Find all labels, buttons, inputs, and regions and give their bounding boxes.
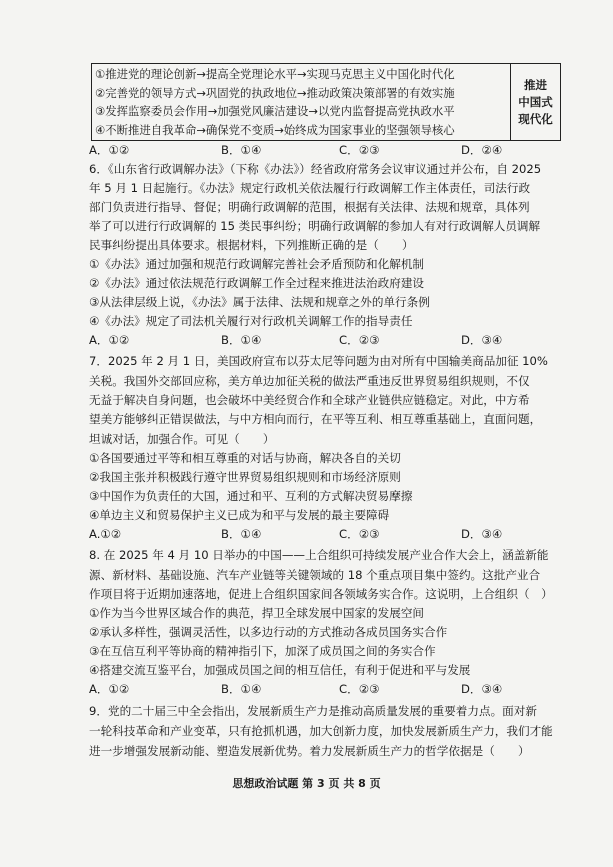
q6-line: 6．《山东省行政调解办法》（下称《办法》）经省政府常务会议审议通过并公布，自 2025 [89,162,542,176]
q8-line: 8. 在 2025 年 4 月 10 日举办的中国——上合组织可持续发展产业合作大会上，涵盖新能 [89,548,549,562]
chain-row-2: ②完善党的领导方式→巩固党的执政地位→推动政策决策部署的有效实施 [95,85,455,100]
q5-option-d: D．②④ [461,143,503,157]
q8-choice-4: ④搭建交流互鉴平台，加强成员国之间的相互信任，有利于促进和平与发展 [89,663,471,677]
chain-row-4: ④不断推进自我革命→确保党不变质→始终成为国家事业的坚强领导核心 [95,122,455,137]
q7-option-b: B．①④ [221,527,262,541]
q9-line: 9．党的二十届三中全会指出，发展新质生产力是推动高质量发展的重要着力点。面对新 [89,704,537,718]
q6-line: 民事纠纷提出具体要求。根据材料，下列推断正确的是（ ） [89,238,414,252]
q6-choice-4: ④《办法》规定了司法机关履行对行政机关调解工作的指导责任 [89,314,413,328]
q7-choice-4: ④单边主义和贸易保护主义已成为和平与发展的最主要障碍 [89,508,390,522]
q6-choice-2: ②《办法》通过依法规范行政调解工作全过程来推进法治政府建设 [89,276,425,290]
q7-line: 无益于解决自身问题，也会破坏中美经贸合作和全球产业链供应链稳定。对此，中方希 [89,393,530,407]
page-footer: 思想政治试题 第 3 页 共 8 页 [232,777,381,790]
q5-option-a: A．①② [89,143,130,157]
q6-option-d: D．③④ [461,333,503,347]
q6-line: 部门负责进行指导、督促；明确行政调解的范围，根据有关法律、法规和规章，具体列 [89,200,530,214]
q7-line: 坦诚对话，加强合作。可见（ ） [89,432,275,446]
logic-chain-rows [92,64,511,140]
q8-option-c: C．②③ [339,682,380,696]
q6-choice-1: ①《办法》通过加强和规范行政调解完善社会矛盾预防和化解机制 [89,257,425,271]
q6-option-c: C．②③ [339,333,380,347]
q6-line: 举了可以进行行政调解的 15 类民事纠纷；明确行政调解的参加人有对行政调解人员调解 [89,219,541,233]
chain-row-1: ①推进党的理论创新→提高全党理论水平→实现马克思主义中国化时代化 [95,67,455,81]
q8-choice-2: ②承认多样性，强调灵活性，以多边行动的方式推动各成员国务实合作 [89,625,448,639]
q6-option-a: A．①② [89,333,130,347]
q6-choice-3: ③从法律层级上说，《办法》属于法律、法规和规章之外的单行条例 [89,295,430,309]
chain-goal-line-2: 中国式 [518,94,553,109]
logic-chain-box [91,63,561,141]
q8-choice-1: ①作为当今世界区域合作的典范，捍卫全球发展中国家的发展空间 [89,606,425,620]
chain-goal [511,64,560,140]
q6-option-b: B．①④ [221,333,262,347]
chain-row-3: ③发挥监察委员会作用→加强党风廉洁建设→以党内监督提高党执政水平 [95,104,455,118]
q7-choice-3: ③中国作为负责任的大国，通过和平、互利的方式解决贸易摩擦 [89,489,413,503]
q8-choice-3: ③在互信互利平等协商的精神指引下，加深了成员国之间的务实合作 [89,644,436,658]
q8-line: 作项目将于近期加速落地，促进上合组织国家间各领域务实合作。这说明，上合组织（ ） [89,587,553,601]
q7-choice-2: ②我国主张并积极践行遵守世界贸易组织规则和市场经济原则 [89,470,401,484]
q8-line: 源、新材料、基础设施、汽车产业链等关键领域的 18 个重点项目集中签约。这批产业合 [89,568,541,582]
q8-option-b: B．①④ [221,682,262,696]
q7-choice-1: ①各国要通过平等和相互尊重的对话与协商，解决各自的关切 [89,451,401,465]
chain-goal-line-1: 推进 [524,77,547,92]
q5-option-b: B．①④ [221,143,262,157]
q7-option-c: C．②③ [339,527,380,541]
q7-option-d: D．③④ [461,527,503,541]
q9-line: 进一步增强发展新动能、塑造发展新优势。着力发展新质生产力的哲学依据是（ ） [89,744,530,758]
chain-goal-line-3: 现代化 [518,111,553,126]
q7-option-a: A.①② [89,527,122,541]
q5-option-c: C．②③ [339,143,380,157]
q8-option-a: A．①② [89,682,130,696]
q8-option-d: D．③④ [461,682,503,696]
q7-line: 7．2025 年 2 月 1 日，美国政府宣布以芬太尼等问题为由对所有中国输美商品加征 10% [89,354,548,368]
q6-line: 年 5 月 1 日起施行。《办法》规定行政机关依法履行行政调解工作主体责任，司法行政 [89,181,531,195]
q7-line: 望美方能够纠正错误做法，与中方相向而行，在平等互利、相互尊重基础上，直面问题， [89,412,542,426]
q7-line: 关税。我国外交部回应称，美方单边加征关税的做法严重违反世界贸易组织规则，不仅 [89,374,530,388]
q9-line: 一轮科技革命和产业变革，只有抢抓机遇，加大创新力度，加快发展新质生产力，我们才能 [89,724,553,738]
